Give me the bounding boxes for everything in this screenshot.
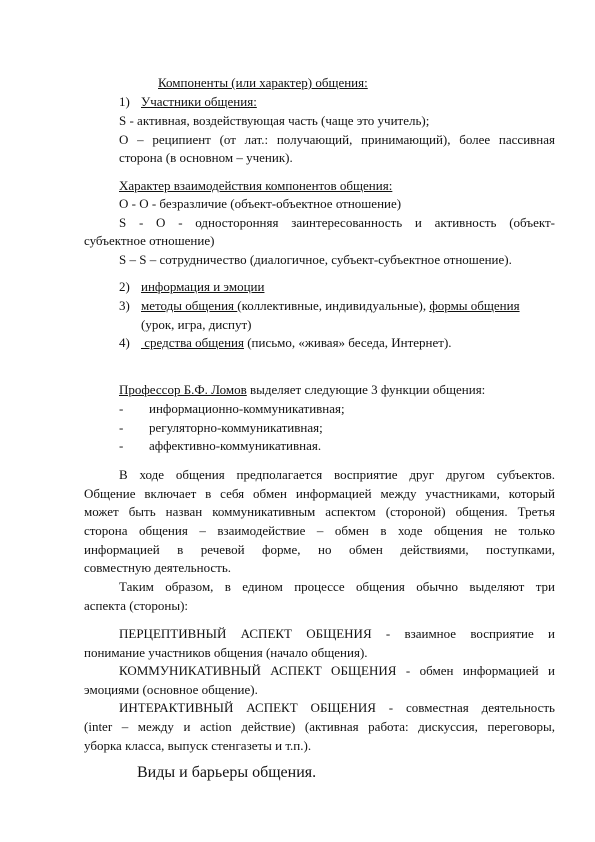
perceptive-aspect: ПЕРЦЕПТИВНЫЙ АСПЕКТ ОБЩЕНИЯ - взаимное восприятие и: [119, 626, 555, 641]
para1-line: информацией в речевой форме, но обмен действиями, поступками,: [84, 542, 555, 557]
para2-line: Таким образом, в едином процессе общения обычно выделяют три: [119, 579, 555, 594]
s-definition: S - активная, воздействующая часть (чаще это учитель);: [119, 113, 430, 128]
interactive-aspect-cont: (inter – между и action действие) (активная работа: дискуссия, переговоры,: [84, 719, 555, 734]
interactive-aspect-cont: уборка класса, выпуск стенгазеты и т.п.).: [84, 738, 312, 753]
lomov-name: Профессор Б.Ф. Ломов: [119, 382, 247, 397]
para1-line: В ходе общения предполагается восприятие друг другом субъектов.: [119, 467, 555, 482]
interaction-heading: Характер взаимодействия компонентов общения:: [119, 178, 393, 193]
o-definition-line2: сторона (в основном – ученик).: [119, 150, 293, 165]
communicative-aspect: КОММУНИКАТИВНЫЙ АСПЕКТ ОБЩЕНИЯ - обмен информацией и: [119, 663, 555, 678]
bullet: -: [119, 401, 124, 416]
perceptive-aspect-cont: понимание участников общения (начало общения).: [84, 645, 368, 660]
list-item-information: [119, 278, 555, 296]
means-detail: (письмо, «живая» беседа, Интернет).: [243, 335, 452, 350]
para1-line: может быть назван коммуникативным аспектом (стороной) общения. Третья: [84, 504, 555, 519]
forms-detail: (урок, игра, диспут): [141, 317, 252, 332]
function-text: информационно-коммуникативная;: [149, 401, 345, 416]
methods-text: методы общения: [141, 298, 238, 313]
forms-text: формы общения: [429, 298, 520, 313]
so-relation-line1: S - O - односторонняя заинтересованность и активность (объект-: [119, 215, 555, 230]
list-item-methods: [119, 297, 555, 315]
means-text: средства общения: [141, 335, 244, 350]
list-number: 2): [119, 279, 130, 294]
methods-detail: (коллективные, индивидуальные),: [237, 298, 430, 313]
function-item: [119, 437, 555, 455]
list-item-participants: [119, 93, 555, 111]
bullet: -: [119, 438, 124, 453]
list-number: 1): [119, 94, 130, 109]
list-number: 4): [119, 335, 130, 350]
bullet: -: [119, 420, 124, 435]
ss-relation: S – S – сотрудничество (диалогичное, субъект-субъектное отношение).: [119, 252, 512, 267]
section-title: Виды и барьеры общения.: [137, 764, 317, 781]
components-heading: Компоненты (или характер) общения:: [158, 75, 368, 90]
lomov-text: выделяет следующие 3 функции общения:: [246, 382, 486, 397]
function-text: регуляторно-коммуникативная;: [149, 420, 323, 435]
participants-title: Участники общения:: [141, 94, 257, 109]
information-text: информация и эмоции: [141, 279, 265, 294]
function-item: [119, 400, 555, 418]
para1-line: Общение включает в себя обмен информацией между участниками, который: [84, 486, 555, 501]
list-number: 3): [119, 298, 130, 313]
para2-line: аспекта (стороны):: [84, 598, 189, 613]
communicative-aspect-cont: эмоциями (основное общение).: [84, 682, 258, 697]
para1-line: совместную деятельность.: [84, 560, 232, 575]
interactive-aspect: ИНТЕРАКТИВНЫЙ АСПЕКТ ОБЩЕНИЯ - совместная деятельность: [119, 700, 555, 715]
lomov-intro: [119, 381, 555, 399]
function-text: аффективно-коммуникативная.: [149, 438, 322, 453]
so-relation-line2: субъектное отношение): [84, 233, 215, 248]
para1-line: сторона общения – взаимодействие – обмен в ходе общения не только: [84, 523, 555, 538]
list-item-means: [119, 334, 555, 352]
oo-relation: O - O - безразличие (объект-объектное отношение): [119, 196, 402, 211]
o-definition-line1: O – реципиент (от лат.: получающий, принимающий), более пассивная: [119, 132, 555, 147]
function-item: [119, 419, 555, 437]
